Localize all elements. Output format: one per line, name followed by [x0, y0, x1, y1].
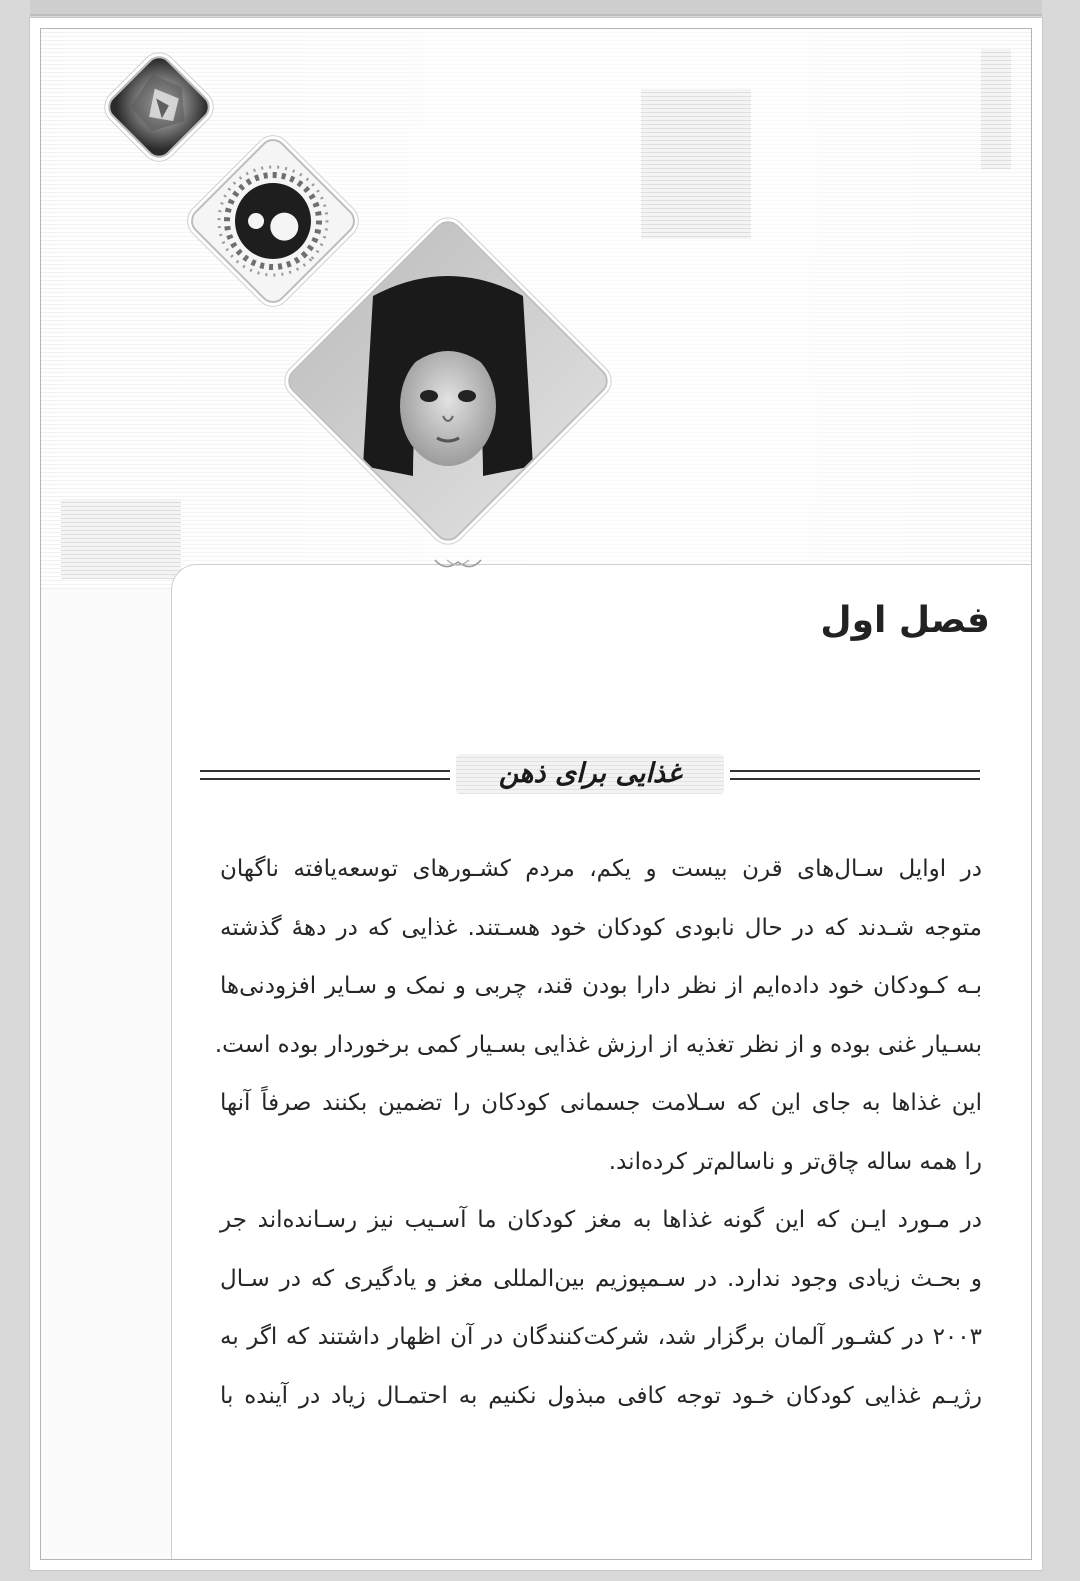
- decorative-stripe-block: [641, 89, 751, 239]
- paragraph-line: در مـورد ایـن که این گونه غذاها به مغز کودکان ما آسـیب نیز رسـانده‌اند جر: [220, 1207, 982, 1233]
- paragraph-line: را همه ساله چاق‌تر و ناسالم‌تر کرده‌اند.: [608, 1148, 982, 1175]
- paragraph-line: ۲۰۰۳ در کشـور آلمان برگزار شد، شرکت‌کنندگان در آن اظهار داشتند که اگر به: [220, 1324, 982, 1350]
- divider-right: [730, 770, 980, 780]
- paragraph-line: متوجه شـدند که در حال نابودی کودکان خود هسـتند. غذایی که در دههٔ گذشته: [220, 914, 982, 941]
- divider-left: [200, 770, 450, 780]
- decorative-stripe-block: [981, 49, 1011, 169]
- section-heading: غذایی برای ذهن: [456, 754, 724, 794]
- paragraph-line: در اوایل سـال‌های قرن بیست و یکم، مردم کشـورهای توسعه‌یافته ناگهان: [220, 856, 982, 882]
- paragraph-line: این غذاها به جای این که سـلامت جسمانی کودکان را تضمین بکنند صرفاً آنها: [220, 1090, 982, 1116]
- chapter-title: فصل اول: [820, 600, 990, 641]
- section-heading-row: [200, 754, 980, 794]
- panel-ornament-icon: [433, 556, 483, 574]
- paragraph-line: رژیـم غذایی کودکان خـود توجه کافی مبذول نکنیم به احتمـال زیاد در آینده با: [220, 1382, 982, 1409]
- paragraph-line: بسـیار غنی بوده و از نظر تغذیه از ارزش غذایی بسـیار کمی برخوردار بوده است.: [214, 1031, 982, 1058]
- decorative-stripe-block: [61, 499, 181, 579]
- book-page: [30, 18, 1042, 1570]
- body-text: [214, 840, 982, 1425]
- page-top-edge: [30, 0, 1042, 16]
- paragraph-line: بـه کـودکان خود داده‌ایم از نظر دارا بودن قند، چربی و نمک و سـایر افزودنی‌ها: [220, 973, 982, 999]
- paragraph-line: و بحـث زیادی وجود ندارد. در سـمپوزیم بین‌المللی مغز و یادگیری که در سـال: [220, 1265, 982, 1292]
